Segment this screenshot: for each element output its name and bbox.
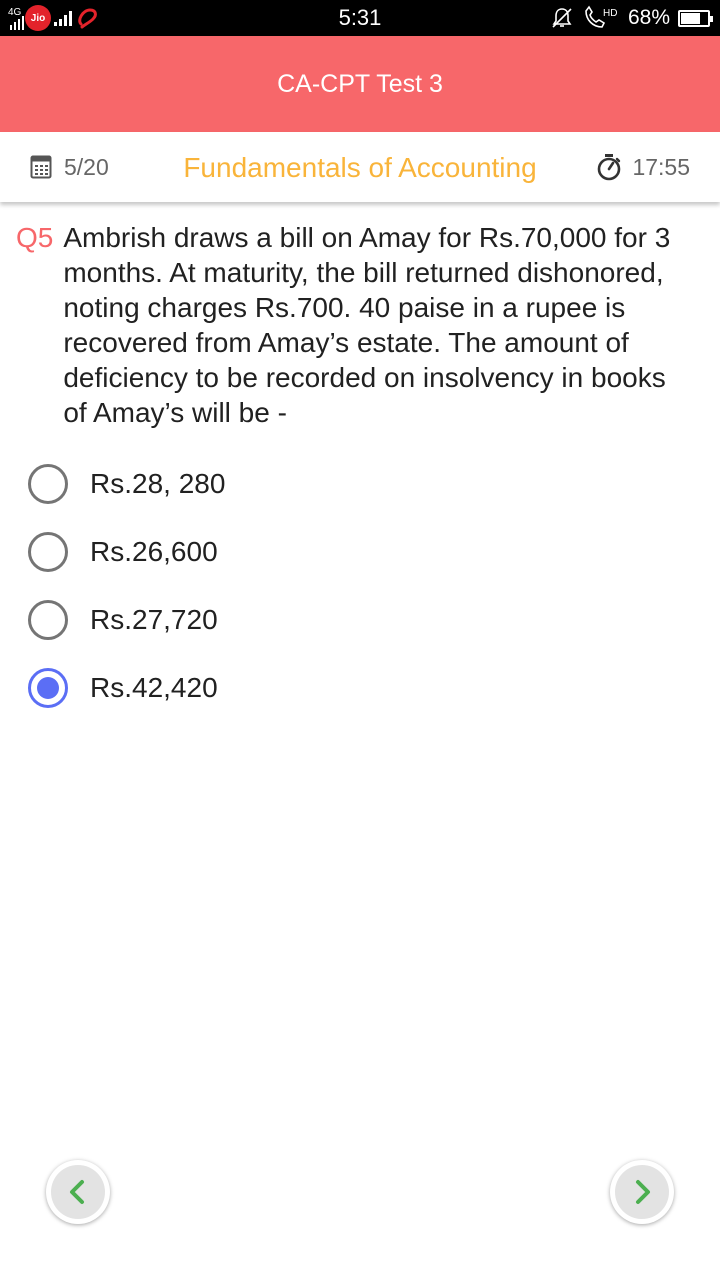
progress-text: 5/20: [64, 153, 109, 180]
status-bar: [0, 0, 720, 36]
app-bar: [0, 36, 720, 132]
network-type-label: 4G: [8, 7, 22, 18]
carrier-badge-label: Jio: [30, 12, 46, 24]
question-number: Q5: [16, 222, 54, 253]
timer-text: 17:55: [632, 153, 690, 180]
question-text: Ambrish draws a bill on Amay for Rs.70,000 for 3 months. At maturity, the bill returned dishonored, noting charges Rs.700. 40 paise in a rupee is recovered from Amay’s estate. The amount of deficiency to be recorded on insolvency in books of Amay’s will be -: [63, 222, 671, 428]
mute-icon: [550, 6, 574, 30]
status-time: 5:31: [338, 5, 382, 30]
radio-button[interactable]: [28, 668, 68, 708]
status-right: [550, 5, 710, 31]
info-bar: [0, 132, 720, 202]
svg-text:HD: HD: [602, 8, 618, 19]
next-question-button[interactable]: [610, 1160, 674, 1224]
option-3[interactable]: [28, 600, 688, 668]
stopwatch-icon: [596, 153, 622, 181]
option-2[interactable]: [28, 532, 688, 600]
option-label: Rs.27,720: [90, 604, 218, 635]
chevron-left-icon: [63, 1177, 93, 1207]
hd-call-icon: [582, 5, 620, 31]
question: [16, 220, 696, 430]
battery-icon: [678, 10, 710, 27]
battery-fill: [681, 13, 700, 24]
previous-button-inner: [51, 1165, 105, 1219]
options-group: [28, 464, 688, 736]
chevron-right-icon: [627, 1177, 657, 1207]
option-label: Rs.26,600: [90, 536, 218, 567]
page-title: CA-CPT Test 3: [277, 69, 443, 98]
option-4[interactable]: [28, 668, 688, 736]
radio-button[interactable]: [28, 464, 68, 504]
option-label: Rs.28, 280: [90, 468, 226, 499]
radio-button[interactable]: [28, 532, 68, 572]
previous-question-button[interactable]: [46, 1160, 110, 1224]
subject-title: Fundamentals of Accounting: [183, 152, 537, 183]
option-label: Rs.42,420: [90, 672, 218, 703]
option-1[interactable]: [28, 464, 688, 532]
radio-button[interactable]: [28, 600, 68, 640]
next-button-inner: [615, 1165, 669, 1219]
timer: [596, 152, 690, 182]
battery-percent: 68%: [627, 6, 670, 29]
